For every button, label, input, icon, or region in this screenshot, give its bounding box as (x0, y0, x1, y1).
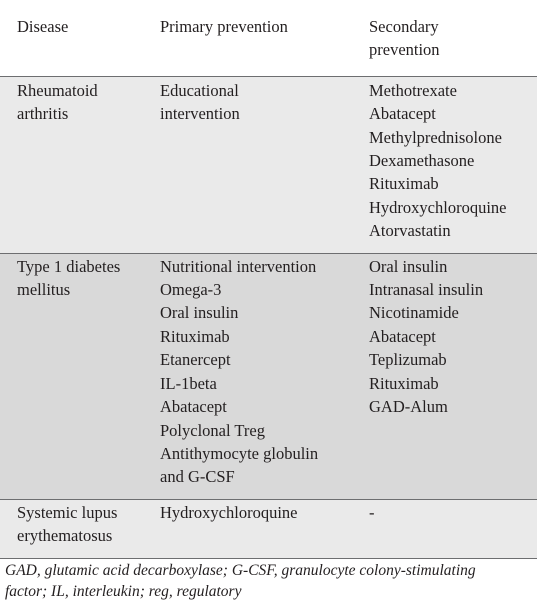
header-primary-prevention (143, 0, 353, 76)
header-secondary-line: Secondary (369, 17, 439, 36)
cell-primary (143, 253, 353, 499)
cell-line: Type 1 diabetes (17, 256, 121, 276)
cell-line: Abatacept (369, 326, 436, 346)
cell-line: Nutritional intervention (160, 256, 317, 276)
cell-line: Nicotinamide (369, 303, 459, 323)
cell-line: Abatacept (369, 104, 436, 124)
cell-line: and G-CSF (160, 467, 235, 487)
table-row-rheumatoid-arthritis (0, 76, 537, 253)
cell-line: Teplizumab (369, 350, 447, 370)
header-disease-line: Disease (17, 17, 69, 36)
cell-line: Dexamethasone (369, 151, 475, 171)
cell-line: Antithymocyte globulin (160, 443, 319, 463)
header-disease (0, 0, 143, 76)
cell-line: Rheumatoid (17, 80, 98, 100)
cell-line: Oral insulin (160, 303, 239, 323)
cell-line: intervention (160, 104, 240, 124)
cell-line: - (369, 502, 375, 522)
header-secondary-prevention (353, 0, 537, 76)
cell-line: Etanercept (160, 350, 231, 370)
cell-secondary (353, 253, 537, 499)
cell-line: GAD-Alum (369, 397, 448, 417)
cell-line: Hydroxychloroquine (369, 197, 507, 217)
cell-line: Educational (160, 80, 239, 100)
cell-secondary (353, 76, 537, 253)
footnote-line: GAD, glutamic acid decarboxylase; G-CSF, granulocyte colony-stimulating (5, 561, 476, 579)
table-row-systemic-lupus (0, 499, 537, 558)
cell-line: IL-1beta (160, 373, 217, 393)
cell-primary (143, 76, 353, 253)
cell-line: mellitus (17, 280, 71, 300)
cell-line: Abatacept (160, 397, 227, 417)
cell-primary (143, 499, 353, 558)
cell-line: erythematosus (17, 526, 113, 546)
cell-line: Rituximab (369, 174, 439, 194)
cell-disease (0, 253, 143, 499)
cell-line: Rituximab (160, 326, 230, 346)
cell-line: Hydroxychloroquine (160, 502, 298, 522)
cell-secondary (353, 499, 537, 558)
table-row-type-1-diabetes (0, 253, 537, 499)
cell-line: Polyclonal Treg (160, 420, 265, 440)
header-primary-line: Primary prevention (160, 17, 288, 36)
cell-line: Intranasal insulin (369, 280, 484, 300)
table-header-row (0, 0, 537, 76)
header-secondary-line: prevention (369, 40, 440, 60)
table-footnote (0, 559, 537, 602)
cell-line: Atorvastatin (369, 221, 451, 241)
cell-disease (0, 499, 143, 558)
cell-line: Oral insulin (369, 256, 448, 276)
cell-line: Omega-3 (160, 280, 222, 300)
cell-line: Methotrexate (369, 80, 457, 100)
cell-disease (0, 76, 143, 253)
cell-line: Methylprednisolone (369, 127, 502, 147)
cell-line: Systemic lupus (17, 502, 118, 522)
cell-line: Rituximab (369, 373, 439, 393)
footnote-line: factor; IL, interleukin; reg, regulatory (5, 582, 242, 600)
cell-line: arthritis (17, 104, 69, 124)
